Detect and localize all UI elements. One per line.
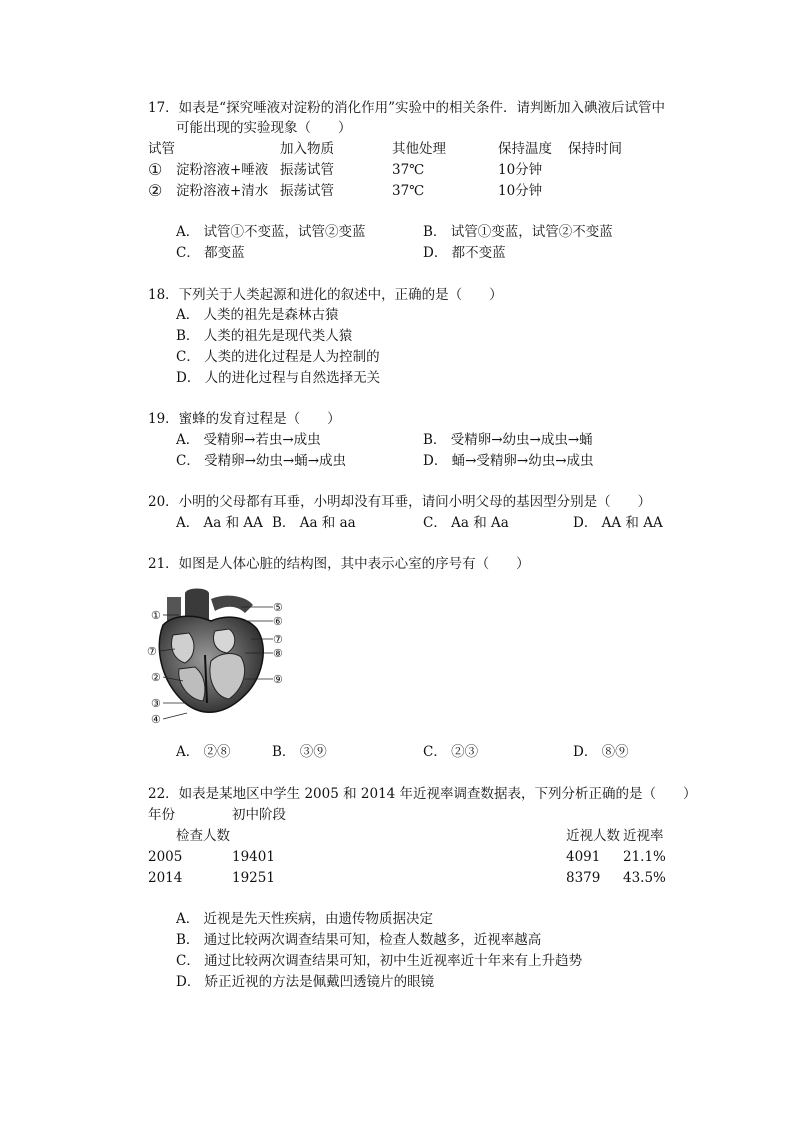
q22-option-a: A． 近视是先天性疾病，由遗传物质据决定 <box>176 911 434 927</box>
q17-row1-process: 振荡试管 <box>280 162 334 178</box>
q22-row1-myopic: 4091 <box>566 849 601 865</box>
q17-row2-tube: ② <box>148 181 163 200</box>
q22-option-d: D． 矫正近视的方法是佩戴凹透镜片的眼镜 <box>176 974 435 990</box>
q22-header-myopic: 近视人数 <box>566 828 620 844</box>
q17-header-time: 保持时间 <box>568 141 622 157</box>
q19-option-c: C． 受精卵→幼虫→蛹→成虫 <box>176 453 347 469</box>
q19-option-d: D． 蛹→受精卵→幼虫→成虫 <box>423 453 594 469</box>
q22-row2-year: 2014 <box>148 870 183 886</box>
q17-header-process: 其他处理 <box>392 141 446 157</box>
q22-option-b: B． 通过比较两次调查结果可知，检查人数越多，近视率越高 <box>176 932 542 948</box>
label-6: ⑥ <box>273 615 283 628</box>
label-8: ⑧ <box>273 647 283 660</box>
q22-row2-rate: 43.5% <box>623 870 666 886</box>
q17-row2-process: 振荡试管 <box>280 183 334 199</box>
q22-row1-count: 19401 <box>232 849 275 865</box>
q17-row1-tube: ① <box>148 160 163 179</box>
label-2: ② <box>151 671 161 684</box>
q22-row2-count: 19251 <box>232 870 275 886</box>
q22-row2-myopic: 8379 <box>566 870 601 886</box>
q21-option-c: C． ②③ <box>423 744 479 760</box>
q21-option-a: A． ②⑧ <box>176 744 231 760</box>
label-3: ③ <box>151 697 161 710</box>
q17-option-a: A． 试管①不变蓝，试管②变蓝 <box>176 224 366 240</box>
q17-row1-substance: 淀粉溶液+唾液 <box>176 162 269 178</box>
q18-stem: 18．下列关于人类起源和进化的叙述中，正确的是（ ） <box>148 287 503 303</box>
q22-stem: 22．如表是某地区中学生 2005 和 2014 年近视率调查数据表，下列分析正确的是（ ） <box>148 786 697 802</box>
q17-header-temp: 保持温度 <box>498 141 552 157</box>
q17-row2-substance: 淀粉溶液+清水 <box>176 183 269 199</box>
q21-stem: 21．如图是人体心脏的结构图，其中表示心室的序号有（ ） <box>148 556 530 572</box>
label-7: ⑦ <box>273 633 283 646</box>
q22-option-c: C． 通过比较两次调查结果可知，初中生近视率近十年来有上升趋势 <box>176 953 583 969</box>
q17-option-b: B． 试管①变蓝，试管②不变蓝 <box>423 224 613 240</box>
q19-option-a: A． 受精卵→若虫→成虫 <box>176 432 321 448</box>
q18-option-a: A． 人类的祖先是森林古猿 <box>176 307 339 323</box>
q18-option-d: D． 人的进化过程与自然选择无关 <box>176 370 381 386</box>
label-4: ④ <box>151 713 161 726</box>
label-9: ⑨ <box>273 673 283 686</box>
q17-row2-time: 10分钟 <box>498 183 543 199</box>
q17-stem-line2: 可能出现的实验现象（ ） <box>176 120 352 136</box>
q18-option-c: C． 人类的进化过程是人为控制的 <box>176 349 380 365</box>
q20-stem: 20．小明的父母都有耳垂，小明却没有耳垂，请问小明父母的基因型分别是（ ） <box>148 494 652 510</box>
pulmonary-vessel-shape <box>211 596 253 613</box>
q22-header-stage: 初中阶段 <box>232 807 286 823</box>
q17-row2-temp: 37℃ <box>392 183 425 199</box>
q17-row1-temp: 37℃ <box>392 162 425 178</box>
q17-header-tube: 试管 <box>148 141 175 157</box>
q17-header-substance: 加入物质 <box>280 141 334 157</box>
label-5: ⑤ <box>273 601 283 614</box>
q20-option-c: C． Aa 和 Aa <box>423 515 509 531</box>
q21-option-b: B． ③⑨ <box>272 744 327 760</box>
pointer-4 <box>163 713 187 719</box>
q22-header-count: 检查人数 <box>176 828 230 844</box>
heart-diagram <box>145 585 285 727</box>
q17-option-d: D． 都不变蓝 <box>423 245 506 261</box>
q18-option-b: B． 人类的祖先是现代类人猿 <box>176 328 353 344</box>
label-7-left: ⑦ <box>147 645 157 658</box>
q17-stem-line1: 17．如表是“探究唾液对淀粉的消化作用”实验中的相关条件．请判断加入碘液后试管中 <box>148 100 665 116</box>
q17-option-c: C． 都变蓝 <box>176 245 245 261</box>
label-1: ① <box>151 609 161 622</box>
q17-row1-time: 10分钟 <box>498 162 543 178</box>
q21-option-d: D． ⑧⑨ <box>573 744 629 760</box>
q20-option-a: A． Aa 和 AA <box>176 515 263 531</box>
q22-row1-year: 2005 <box>148 849 183 865</box>
q22-header-rate: 近视率 <box>623 828 664 844</box>
q22-header-year: 年份 <box>148 807 175 823</box>
q22-row1-rate: 21.1% <box>623 849 666 865</box>
q19-stem: 19．蜜蜂的发育过程是（ ） <box>148 411 341 427</box>
q19-option-b: B． 受精卵→幼虫→成虫→蛹 <box>423 432 593 448</box>
q20-option-b: B． Aa 和 aa <box>272 515 356 531</box>
q20-option-d: D． AA 和 AA <box>573 515 663 531</box>
